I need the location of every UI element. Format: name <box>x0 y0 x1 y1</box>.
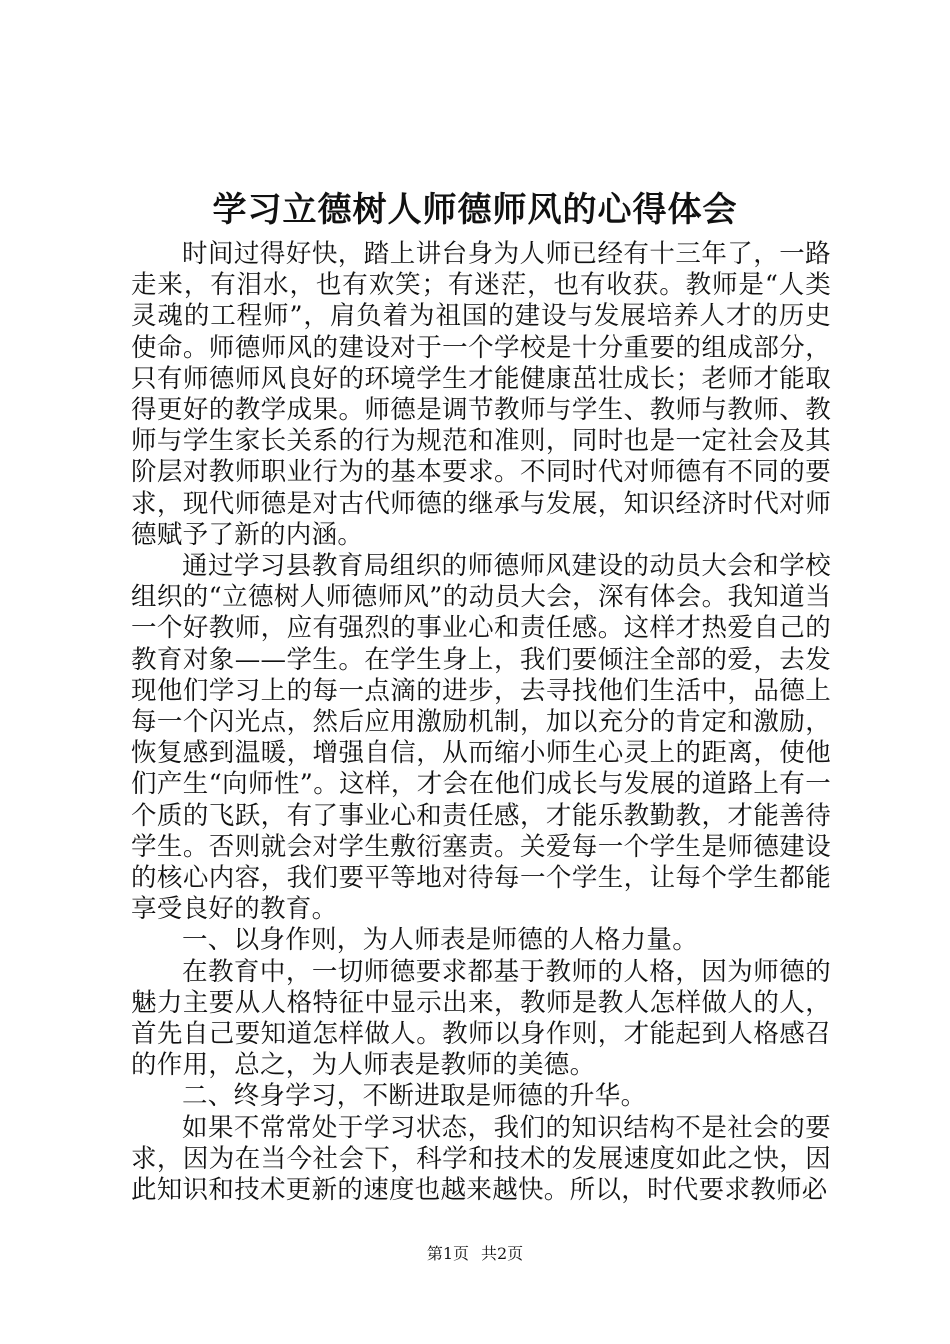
page-number: 第1页 <box>426 1244 469 1263</box>
section-heading: 一、以身作则，为人师表是师德的人格力量。 <box>182 925 699 956</box>
paragraph: 时间过得好快，踏上讲台身为人师已经有十三年了，一路走来，有泪水，也有欢笑；有迷茫，也有收获。教师是“人类灵魂的工程师”，肩负着为祖国的建设与发展培养人才的历史使命。师德师风的建设对于一个学校是十分重要的组成部分，只有师德师风良好的环境学生才能健康茁壮成长；老师才能取得更好的教学成果。师德是调节教师与学生、教师与教师、教师与学生家长关系的行为规范和准则，同时也是一定社会及其阶层对教师职业行为的基本要求。不同时代对师德有不同的要求，现代师德是对古代师德的继承与发展，知识经济时代对师德赋予了新的内涵。 <box>131 239 831 550</box>
page-total: 共2页 <box>481 1244 524 1263</box>
page-footer <box>0 1242 950 1266</box>
paragraph: 如果不常常处于学习状态，我们的知识结构不是社会的要求，因为在当今社会下，科学和技术的发展速度如此之快，因此知识和技术更新的速度也越来越快。所以，时代要求教师必 <box>131 1112 831 1206</box>
paragraph: 在教育中，一切师德要求都基于教师的人格，因为师德的魅力主要从人格特征中显示出来，教师是教人怎样做人的人，首先自己要知道怎样做人。教师以身作则，才能起到人格感召的作用，总之，为人师表是教师的美德。 <box>131 956 831 1081</box>
document-title: 学习立德树人师德师风的心得体会 <box>212 190 738 230</box>
section-heading: 二、终身学习，不断进取是师德的升华。 <box>182 1081 647 1112</box>
document-body <box>131 239 831 1206</box>
paragraph: 通过学习县教育局组织的师德师风建设的动员大会和学校组织的“立德树人师德师风”的动员大会，深有体会。我知道当一个好教师，应有强烈的事业心和责任感。这样才热爱自己的教育对象——学生。在学生身上，我们要倾注全部的爱，去发现他们学习上的每一点滴的进步，去寻找他们生活中，品德上每一个闪光点，然后应用激励机制，加以充分的肯定和激励，恢复感到温暖，增强自信，从而缩小师生心灵上的距离，使他们产生“向师性”。这样，才会在他们成长与发展的道路上有一个质的飞跃，有了事业心和责任感，才能乐教勤教，才能善待学生。否则就会对学生敷衍塞责。关爱每一个学生是师德建设的核心内容，我们要平等地对待每一个学生，让每个学生都能享受良好的教育。 <box>131 551 831 925</box>
